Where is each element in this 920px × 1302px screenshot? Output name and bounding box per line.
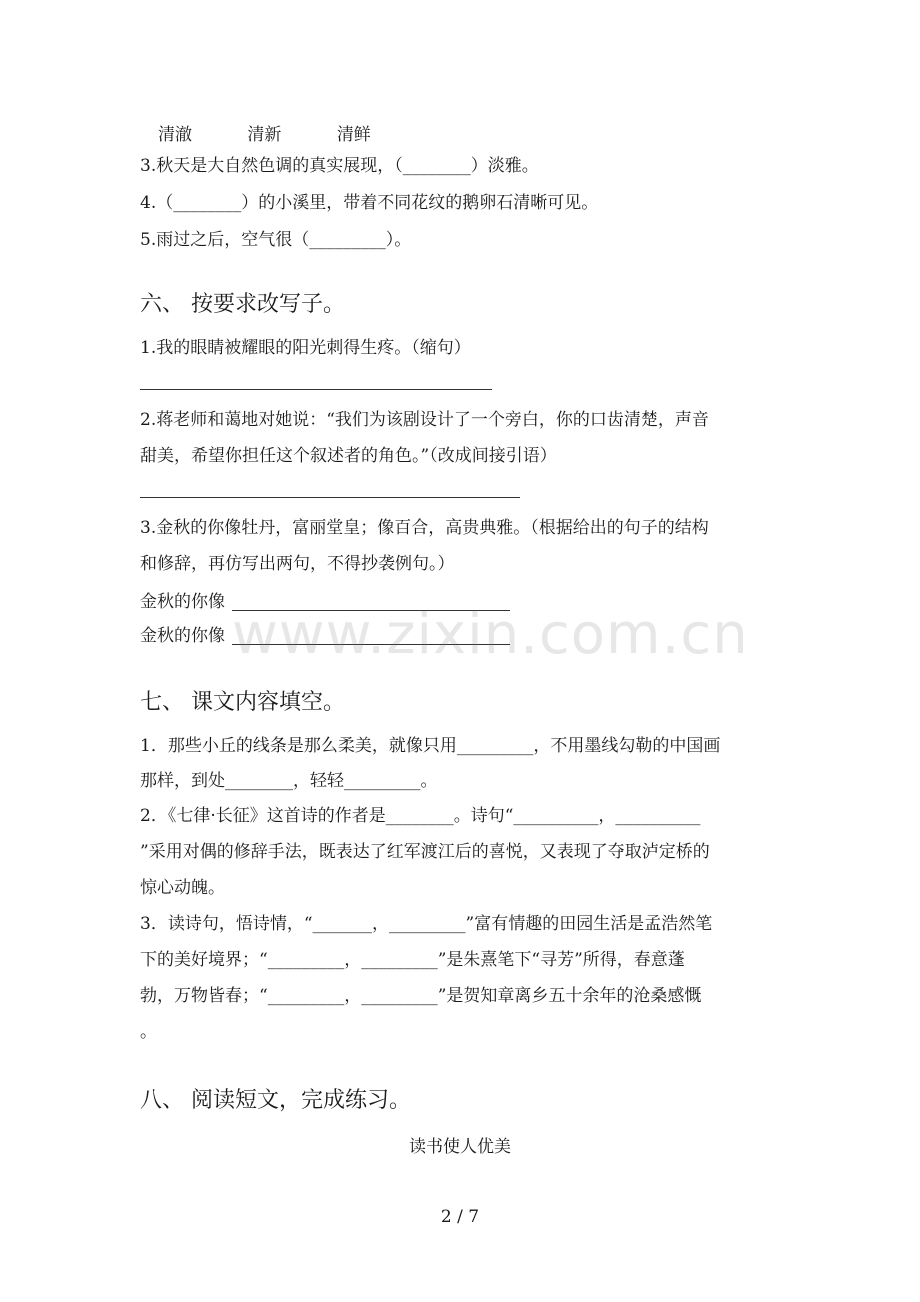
answer-line bbox=[140, 497, 520, 498]
question-item: 3.金秋的你像牡丹，富丽堂皇；像百合，高贵典雅。（根据给出的句子的结构 bbox=[140, 518, 709, 538]
question-item: 5.雨过之后，空气很（_________）。 bbox=[140, 230, 412, 250]
page-number: 2 / 7 bbox=[440, 1207, 480, 1227]
question-item: ”采用对偶的修辞手法，既表达了红军渡江后的喜悦，又表现了夺取泸定桥的 bbox=[140, 842, 710, 862]
question-item: 惊心动魄。 bbox=[140, 878, 225, 898]
watermark: www.zixin.com.cn bbox=[232, 602, 749, 667]
section-heading: 八、 阅读短文，完成练习。 bbox=[140, 1088, 411, 1113]
word-option: 清澈 bbox=[158, 125, 192, 145]
word-option: 清新 bbox=[247, 125, 282, 145]
question-item: 勃，万物皆春；“_________，_________”是贺知章离乡五十余年的沧桑感慨 bbox=[140, 986, 702, 1006]
question-item: 1.我的眼睛被耀眼的阳光刺得生疼。（缩句） bbox=[140, 338, 471, 358]
imitation-prompt: 金秋的你像 bbox=[140, 626, 225, 646]
question-item: 4.（________）的小溪里，带着不同花纹的鹅卵石清晰可见。 bbox=[140, 193, 599, 213]
section-heading: 六、 按要求改写子。 bbox=[140, 292, 345, 317]
answer-line bbox=[140, 389, 492, 390]
section-heading: 七、 课文内容填空。 bbox=[140, 690, 345, 715]
question-item: 和修辞，再仿写出两句，不得抄袭例句。） bbox=[140, 554, 455, 574]
question-item: 2．《七律·长征》这首诗的作者是________。诗句“__________，__________ bbox=[140, 806, 701, 826]
question-item: 甜美，希望你担任这个叙述者的角色。”（改成间接引语） bbox=[140, 446, 557, 466]
imitation-prompt: 金秋的你像 bbox=[140, 592, 225, 612]
word-option: 清鲜 bbox=[336, 125, 371, 145]
question-item: 下的美好境界；“_________，_________”是朱熹笔下“寻芳”所得，春意蓬 bbox=[140, 950, 685, 970]
question-item: 3.秋天是大自然色调的真实展现，（________）淡雅。 bbox=[140, 156, 539, 176]
question-item: 2.蒋老师和蔼地对她说：“我们为该剧设计了一个旁白，你的口齿清楚，声音 bbox=[140, 410, 709, 430]
question-item: 3．读诗句，悟诗情，“_______，_________”富有情趣的田园生活是孟浩然笔 bbox=[140, 914, 713, 934]
word-options bbox=[158, 120, 421, 145]
article-title: 读书使人优美 bbox=[409, 1137, 511, 1157]
question-item: 那样，到处________，轻轻_________。 bbox=[140, 771, 438, 791]
question-item: 。 bbox=[140, 1022, 157, 1042]
question-item: 1．那些小丘的线条是那么柔美，就像只用_________，不用墨线勾勒的中国画 bbox=[140, 736, 721, 756]
